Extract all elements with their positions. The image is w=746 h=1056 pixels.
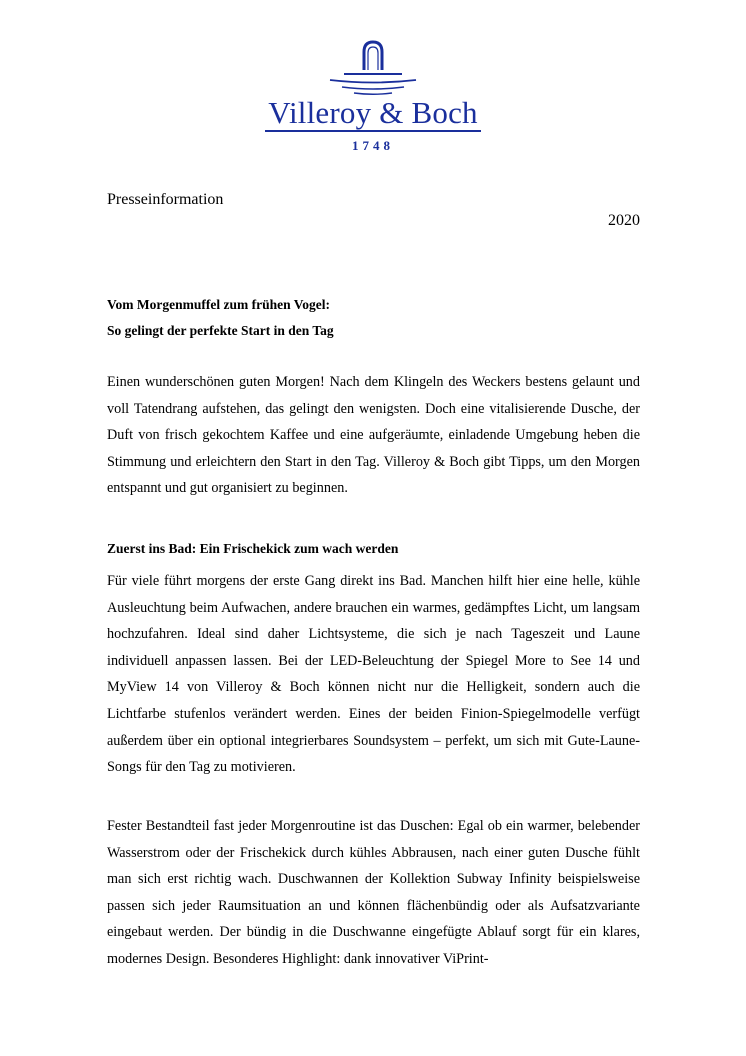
brand-logo [0, 38, 746, 154]
body-paragraph-1: Für viele führt morgens der erste Gang direkt ins Bad. Manchen hilft hier eine helle, kühle Ausleuchtung beim Aufwachen, andere brauchen ein warmes, gedämpftes Licht, um langsam hochzufahren. Ideal sind daher Lichtsysteme, die sich je nach Tageszeit und Laune individuell anpassen lassen. Bei der LED-Beleuchtung der Spiegel More to See 14 und MyView 14 von Villeroy & Boch können nicht nur die Helligkeit, sondern auch die Lichtfarbe stufenlos verändert werden. Eines der beiden Finion-Spiegelmodelle verfügt außerdem über ein optional integrierbares Soundsystem – perfekt, um sich mit Gute-Laune-Songs für den Tag zu motivieren. [107, 573, 640, 776]
brand-year: 1748 [352, 138, 394, 153]
document-label: Presseinformation [107, 191, 224, 208]
headline-line-2: So gelingt der perfekte Start in den Tag [107, 323, 334, 338]
document-date: 2020 [608, 212, 640, 229]
headline [107, 292, 334, 344]
fountain-icon [308, 38, 438, 96]
brand-underline [265, 130, 481, 132]
section-title: Zuerst ins Bad: Ein Frischekick zum wach werden [107, 541, 399, 556]
body-paragraph-2: Fester Bestandteil fast jeder Morgenroutine ist das Duschen: Egal ob ein warmer, belebender Wasserstrom oder der Frischekick durch kühles Abbrausen, nach einer guten Dusche fühlt man sich erst richtig wach. Duschwannen der Kollektion Subway Infinity beispielsweise passen sich jeder Raumsituation an und können flächenbündig oder als Aufsatzvariante eingebaut werden. Der bündig in die Duschwanne eingefügte Ablauf sorgt für ein klares, modernes Design. Besonderes Highlight: dank innovativer ViPrint- [107, 818, 640, 967]
brand-name: Villeroy & Boch [268, 95, 478, 130]
headline-line-1: Vom Morgenmuffel zum frühen Vogel: [107, 297, 330, 312]
intro-paragraph: Einen wunderschönen guten Morgen! Nach dem Klingeln des Weckers bestens gelaunt und voll Tatendrang aufstehen, das gelingt den wenigsten. Doch eine vitalisierende Dusche, der Duft von frisch gekochtem Kaffee und eine aufgeräumte, einladende Umgebung heben die Stimmung und erleichtern den Start in den Tag. Villeroy & Boch gibt Tipps, um den Morgen entspannt und gut organisiert zu beginnen. [107, 374, 640, 497]
